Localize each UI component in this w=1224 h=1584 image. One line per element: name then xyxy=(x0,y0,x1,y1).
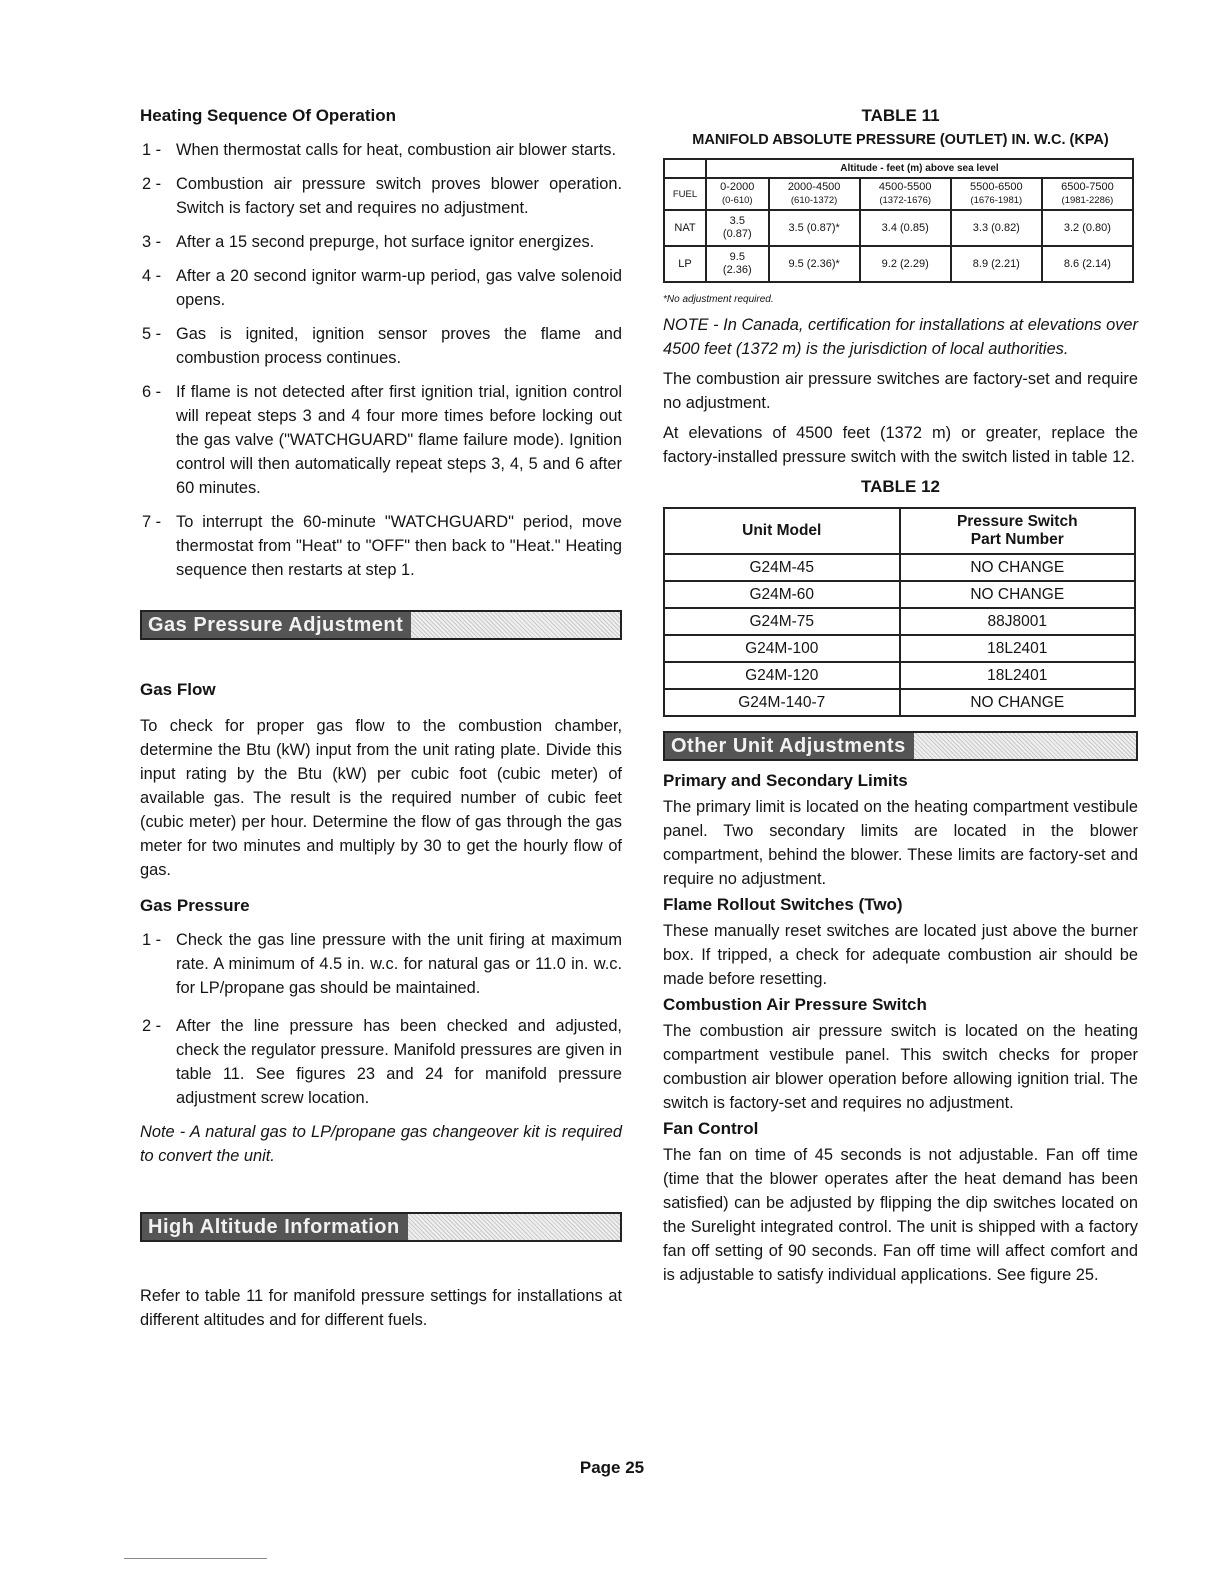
list-item: 2 - After the line pressure has been checked and adjusted, check the regulator pressure. Manifold pressures are given in table 11. See figures 23 and 24 for manifold pressure adjustment screw location. xyxy=(142,1017,622,1107)
fan-control-text: The fan on time of 45 seconds is not adjustable. Fan off time (time that the blower operates after the heat demand has been satisfied) can be adjusted by flipping the dip switches located on the Surelight integrated control. The unit is shipped with a factory fan off setting of 90 seconds. Fan off time will affect comfort and is adjustable to satisfy individual applications. See figure 25. xyxy=(663,1146,1138,1284)
table11 xyxy=(663,158,1134,283)
range-cell: 6500-7500 (1981-2286) xyxy=(1042,178,1133,210)
table-row: G24M-140-7 NO CHANGE xyxy=(664,689,1135,716)
table-row: G24M-45 NO CHANGE xyxy=(664,554,1135,581)
switch-text-1: The combustion air pressure switches are factory-set and require no adjustment. xyxy=(663,370,1138,412)
gas-pressure-title: Gas Pressure xyxy=(140,896,250,915)
heating-steps xyxy=(140,138,622,582)
banner-label: Other Unit Adjustments xyxy=(665,733,914,759)
canada-note: NOTE - In Canada, certification for installations at elevations over 4500 feet (1372 m) is the jurisdiction of local authorities. xyxy=(663,316,1138,358)
list-item: 5 - Gas is ignited, ignition sensor proves the flame and combustion process continues. xyxy=(142,325,622,367)
table11-footnote: *No adjustment required. xyxy=(663,294,774,305)
range-cell: 2000-4500 (610-1372) xyxy=(769,178,860,210)
right-column xyxy=(663,104,1138,1287)
switch-text-2: At elevations of 4500 feet (1372 m) or greater, replace the factory-installed pressure switch with the switch listed in table 12. xyxy=(663,424,1138,466)
table12-title: TABLE 12 xyxy=(860,477,941,496)
table-row: G24M-100 18L2401 xyxy=(664,635,1135,662)
rollout-title: Flame Rollout Switches (Two) xyxy=(663,895,903,914)
heating-sequence-title: Heating Sequence Of Operation xyxy=(140,106,396,125)
high-altitude-text: Refer to table 11 for manifold pressure settings for installations at different altitudes and for different fuels. xyxy=(140,1287,622,1329)
table11-title: TABLE 11 xyxy=(861,106,940,125)
table-row: G24M-60 NO CHANGE xyxy=(664,581,1135,608)
banner-label: Gas Pressure Adjustment xyxy=(142,612,411,638)
list-item: 6 - If flame is not detected after first ignition trial, ignition control will repeat steps 3 and 4 four more times before locking out the gas valve ("WATCHGUARD" flame failure mode). Ignition control will then automatically repeat steps 3, 4, 5 and 6 after 60 minutes. xyxy=(142,383,622,497)
altitude-header: Altitude - feet (m) above sea level xyxy=(706,159,1133,178)
part-number-header: Pressure Switch Part Number xyxy=(900,508,1136,554)
range-cell: 0-2000 (0-610) xyxy=(706,178,769,210)
gas-flow-text: To check for proper gas flow to the combustion chamber, determine the Btu (kW) input from the unit rating plate. Divide this input rating by the Btu (kW) per cubic foot (cubic meter) of available gas. The result is the required number of cubic feet (cubic meter) per hour. Determine the flow of gas through the gas meter for two minutes and multiply by 30 to get the hourly flow of gas. xyxy=(140,717,622,879)
limits-title: Primary and Secondary Limits xyxy=(663,771,908,790)
range-cell: 5500-6500 (1676-1981) xyxy=(951,178,1042,210)
gas-pressure-steps xyxy=(140,928,622,1110)
list-item: 1 - Check the gas line pressure with the unit firing at maximum rate. A minimum of 4.5 in. w.c. for natural gas or 11.0 in. w.c. for LP/propane gas should be maintained. xyxy=(142,931,622,997)
table-row: LP 9.5 (2.36) 9.5 (2.36)* 9.2 (2.29) 8.9 (2.21) 8.6 (2.14) xyxy=(664,246,1133,282)
rollout-text: These manually reset switches are located just above the burner box. If tripped, a check for adequate combustion air should be made before resetting. xyxy=(663,922,1138,988)
unit-model-header: Unit Model xyxy=(664,508,900,554)
table11-subtitle: MANIFOLD ABSOLUTE PRESSURE (OUTLET) IN. W.C. (KPA) xyxy=(692,132,1109,148)
range-cell: 4500-5500 (1372-1676) xyxy=(860,178,951,210)
page-number: Page 25 xyxy=(579,1458,645,1477)
limits-text: The primary limit is located on the heating compartment vestibule panel. Two secondary limits are located in the blower compartment, behind the blower. These limits are factory-set and require no adjustment. xyxy=(663,798,1138,888)
cap-switch-title: Combustion Air Pressure Switch xyxy=(663,995,927,1014)
table12 xyxy=(663,507,1136,717)
bottom-rule xyxy=(124,1558,267,1559)
list-item: 7 - To interrupt the 60-minute "WATCHGUARD" period, move thermostat from "Heat" to "OFF" then back to "Heat." Heating sequence then restarts at step 1. xyxy=(142,513,622,579)
high-altitude-banner xyxy=(140,1212,622,1242)
fuel-label: FUEL xyxy=(664,178,706,210)
list-item: 2 - Combustion air pressure switch proves blower operation. Switch is factory set and requires no adjustment. xyxy=(142,175,622,217)
table-row: G24M-75 88J8001 xyxy=(664,608,1135,635)
changeover-note: Note - A natural gas to LP/propane gas changeover kit is required to convert the unit. xyxy=(140,1123,622,1165)
gas-pressure-adjustment-banner xyxy=(140,610,622,640)
table-row: NAT 3.5 (0.87) 3.5 (0.87)* 3.4 (0.85) 3.3 (0.82) 3.2 (0.80) xyxy=(664,210,1133,246)
left-column xyxy=(140,104,622,1332)
list-item: 3 - After a 15 second prepurge, hot surface ignitor energizes. xyxy=(142,233,595,251)
cap-switch-text: The combustion air pressure switch is located on the heating compartment vestibule panel. This switch checks for proper combustion air blower operation before allowing ignition trial. The switch is factory-set and requires no adjustment. xyxy=(663,1022,1138,1112)
other-unit-adjustments-banner xyxy=(663,731,1138,761)
banner-label: High Altitude Information xyxy=(142,1214,408,1240)
list-item: 4 - After a 20 second ignitor warm-up period, gas valve solenoid opens. xyxy=(142,267,622,309)
gas-flow-title: Gas Flow xyxy=(140,680,216,699)
fan-control-title: Fan Control xyxy=(663,1119,759,1138)
list-item: 1 - When thermostat calls for heat, combustion air blower starts. xyxy=(142,141,616,159)
table-row: G24M-120 18L2401 xyxy=(664,662,1135,689)
